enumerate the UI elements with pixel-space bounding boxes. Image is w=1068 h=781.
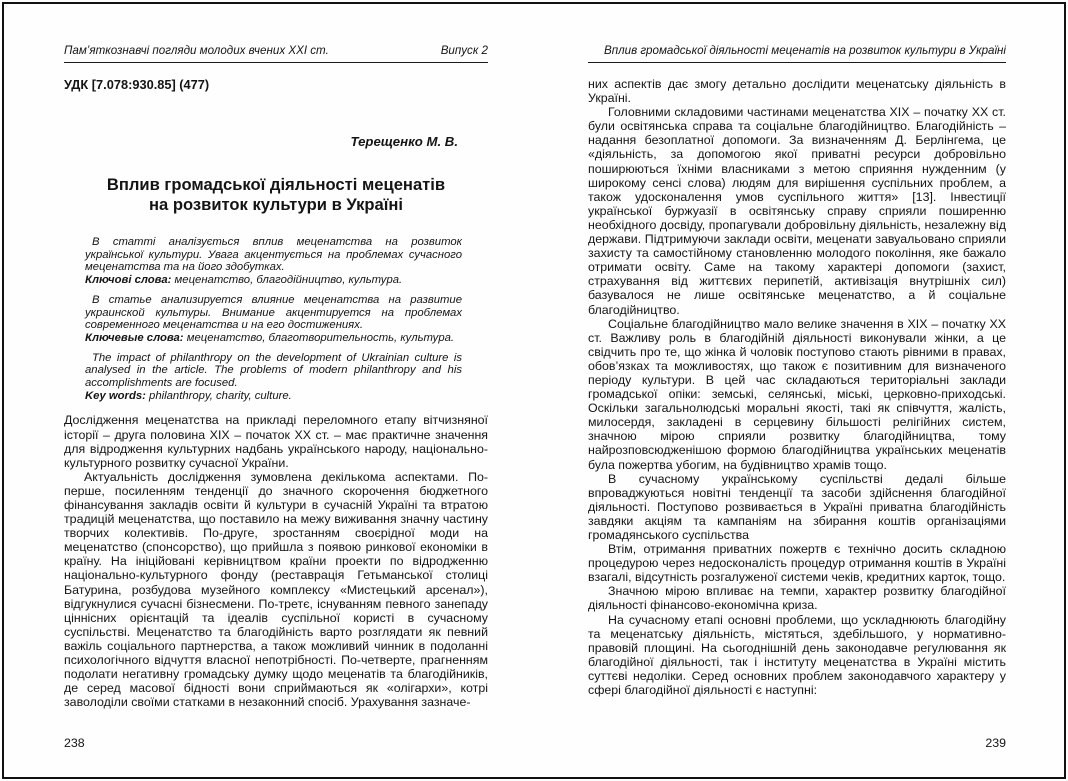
abstract-ru-keywords [85,332,462,345]
page-number: 239 [985,736,1006,750]
article-title-line2: на розвиток культури в Україні [148,195,404,214]
running-header-title: Вплив громадської діяльності меценатів на розвиток культури в Україні [603,44,1006,57]
keywords-label: Ключові слова: [85,274,172,287]
udc-label: УДК [7.078:930.85] (477) [64,77,210,92]
body-paragraph: На сучасному етапі основні проблеми, що ускладнюють благодійну та меценатську діяльність, містяться, здебільшого, у нормативно-правовій площині. На сьогоднішній день законодавче регулювання як благодійної діяльності, так і інституту меценатства в Україні містить суттєві недоліки. Серед основних проблем законодавчого характеру у сфері благодійної діяльності є наступні: [588,612,1006,698]
article-title-line1: Вплив громадської діяльності меценатів [106,175,446,194]
abstract-ua-text: В статті аналізується вплив меценатства на розвиток української культури. Увага акцентується на проблемах сучасного меценатства та на його здобутках. [85,236,462,274]
author-name: Терещенко М. В. [350,134,458,149]
right-page-body [588,77,1006,697]
keywords-label: Key words: [85,389,146,402]
keywords-label: Ключевые слова: [85,331,184,344]
body-paragraph: Головними складовими частинами меценатства XIX – початку XX ст. були освітянська справа та соціальне благодійництво. Благодійність – надання безоплатної допомоги. За визначенням Д. Берлінгема, це «діяльність, за допомогою якої приватні ресурси добровільно поширюються їхніми власниками з метою сприяння нужденним (у широкому сенсі слова) людям для вирішення суспільних проблем, а також удосконалення умов суспільного життя» [13]. Інвестиції української буржуазії в освітянську справу сприяли поширенню необхідного досвіду, пропагували добровільну діяльність, незалежну від держави. Підтримуючи заклади освіти, меценати завуальовано сприяли захисту та самостійному становленню молодого покоління, яке бажало отримати освіту. Саме на такому характері допомоги (захист, страхування від життєвих перипетій, активізація внутрішніх сил) базувалося не лише освітянське меценатство, а й соціальне благодійництво. [588,105,1006,317]
running-header-left [64,44,488,63]
abstract-ua [85,236,462,287]
running-header-title: Пам’яткознавчі погляди молодих вчених XXI ст. [64,44,329,57]
keywords-value: меценатство, благодійництво, культура. [171,274,403,287]
keywords-value: philanthropy, charity, culture. [145,389,292,402]
body-paragraph: них аспектів дає змогу детально дослідити меценатську діяльність в Україні. [588,77,1006,106]
left-page [64,44,488,744]
page-number: 238 [64,736,85,750]
running-header-right [588,44,1006,63]
left-page-body [64,413,488,709]
body-paragraph: Значною мірою впливає на темпи, характер розвитку благодійної діяльності фінансово-економічна криза. [588,584,1006,613]
article-title [64,175,488,215]
abstract-en [85,352,462,403]
issue-label: Випуск 2 [440,44,488,57]
abstract-en-keywords [85,390,462,403]
abstract-ua-keywords [85,274,462,287]
abstracts-block [85,236,462,402]
abstract-ru-text: В статье анализируется влияние меценатства на развитие украинской культуры. Внимание акцентируется на проблемах современного меценатства и на его достижениях. [85,293,462,332]
abstract-ru [85,294,462,345]
right-page [588,44,1006,744]
body-paragraph: Актуальність дослідження зумовлена декількома аспектами. По-перше, посиленням тенденції до значного скорочення бюджетного фінансування закладів освіти й культури в сучасній Україні та втратою традицій меценатства, що поставило на межу виживання значну частину творчих колективів. По-друге, зростанням своєрідної моди на меценатство (спонсорство), що прийшла з появою ринкової економіки в країну. На ініційовані керівництвом країни проекти по відродженню національно-культурного фонду (реставрація Гетьманської столиці Батурина, розбудова музейного комплексу «Мистецький арсенал»), відгукнулися сучасні бізнесмени. По-третє, існуванням певного занепаду ціннісних орієнтацій та ідеалів суспільної користі в сучасному суспільстві. Меценатство та благодійність варто розглядати як певний важіль соціального партнерства, а також можливий чинник в подоланні психологічного відчуття власної непотрібності. По-четверте, прагненням подолати негативну громадську думку щодо меценатів та благодійників, де серед масової бідності вони сприймаються як «олігархи», котрі заволоділи своїми статками в незаконний спосіб. Урахування зазначе- [64,469,488,710]
keywords-value: меценатство, благотворительность, культура. [183,331,455,344]
body-paragraph: Дослідження меценатства на прикладі переломного етапу вітчизняної історії – друга половина XIX – початок XX ст. – має практичне значення для відродження культурних надбань українського народу, національно-культурного розвитку сучасної України. [64,413,488,470]
body-paragraph: В сучасному українському суспільстві дедалі більше впроваджуються новітні тенденції та засоби здійснення благодійної діяльності. Поступово розвивається в Україні приватна благодійність завдяки акціям та кампаніям на збирання коштів організаціями громадянського суспільства [588,471,1006,542]
body-paragraph: Соціальне благодійництво мало велике значення в XIX – початку XX ст. Важливу роль в благодійній діяльності виконували жінки, а це свідчить про те, що жінка й чоловік поступово стають рівними в правах, обов’язках та можливостях, що також є позитивним для визначеного періоду культури. В цей час складаються територіальні заклади громадської опіки: земські, селянські, міські, церковно-приходські. Оскільки загальнолюдські моральні якості, такі як співчуття, жалість, милосердя, закладені в серцевину більшості релігійних систем, значною мірою сприяли розвитку благодійництва, тому найрозповсюдженішою формою благодійництва українських меценатів була пожертва убогим, на будівництво храмів тощо. [588,316,1006,472]
abstract-en-text: The impact of philanthropy on the development of Ukrainian culture is analysed in the article. The problems of modern philanthropy and his accomplishments are focused. [85,351,462,390]
body-paragraph: Втім, отримання приватних пожертв є технічно досить складною процедурою через недосконалість процедур отримання коштів в Україні взагалі, відсутність розгалуженої системи чеків, кредитних карток, тощо. [588,542,1006,585]
